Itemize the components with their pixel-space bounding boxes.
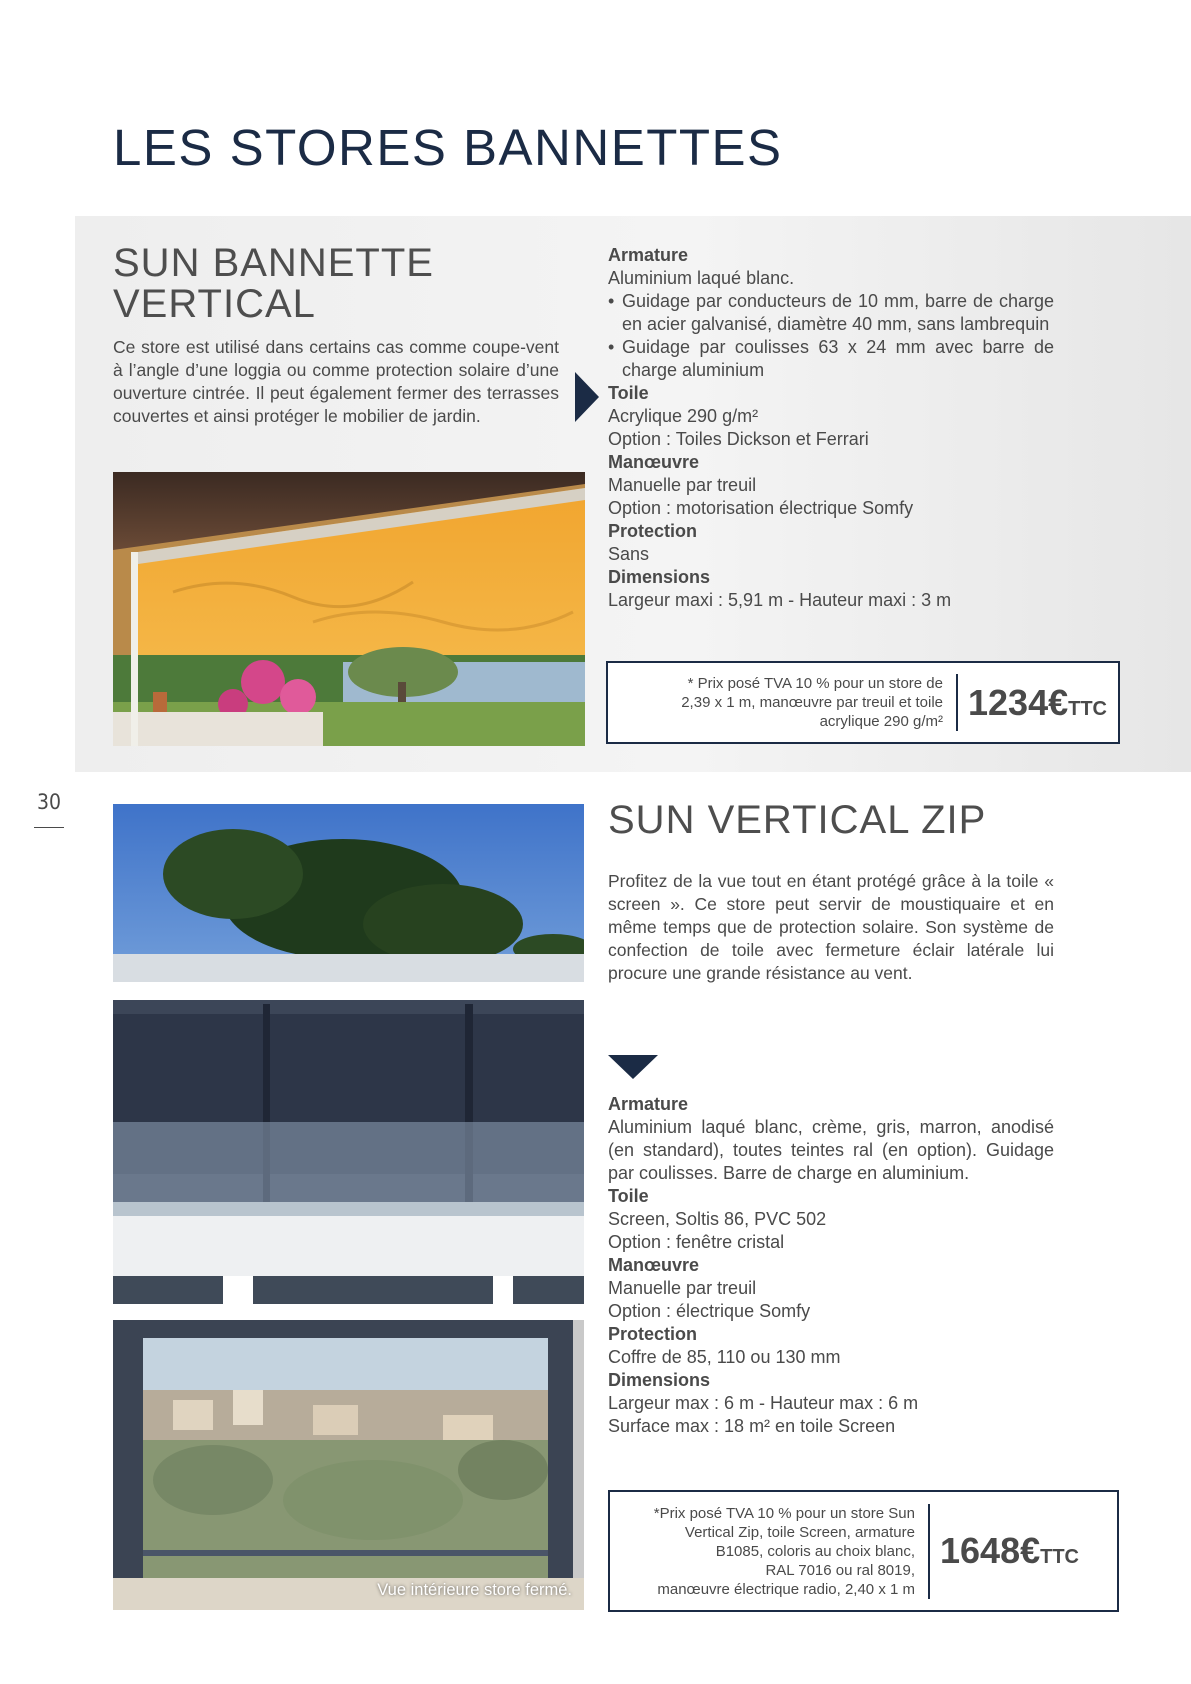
photo-sun-vertical-zip-exterior — [113, 804, 584, 1304]
price-value: 1648€ — [940, 1530, 1041, 1571]
spec-protection-label: Protection — [608, 1324, 698, 1344]
price-value: 1234€ — [968, 681, 1069, 723]
section2-intro: Profitez de la vue tout en étant protégé grâce à la toile « screen ». Ce store peut servir de moustiquaire et en même temps que de protection solaire. Son système de confection de toile avec fermeture éclair latérale lui procure une grande résistance au vent. — [608, 871, 1054, 983]
section1-specs — [608, 244, 1054, 612]
spec-dimensions-line: Largeur maxi : 5,91 m - Hauteur maxi : 3 m — [608, 590, 952, 610]
page-number: 30 — [36, 790, 62, 814]
photo-sun-vertical-zip-interior — [113, 1320, 584, 1610]
page-number-rule — [34, 827, 64, 828]
price-amount — [958, 682, 1107, 724]
spec-manoeuvre-label: Manœuvre — [608, 1255, 700, 1275]
spec-protection-line: Sans — [608, 544, 650, 564]
spec-dimensions-label: Dimensions — [608, 1370, 711, 1390]
price-note-line: * Prix posé TVA 10 % pour un store de — [687, 675, 943, 692]
spec-toile-line: Option : fenêtre cristal — [608, 1232, 785, 1252]
photo-interior-illustration — [113, 1320, 584, 1610]
photo-caption: Vue intérieure store fermé. — [377, 1581, 572, 1599]
photo-sun-bannette-illustration — [113, 472, 585, 746]
section2-title: SUN VERTICAL ZIP — [608, 798, 987, 842]
spec-dimensions-line: Largeur max : 6 m - Hauteur max : 6 m — [608, 1393, 919, 1413]
price-box-sun-bannette — [606, 661, 1120, 744]
price-suffix: TTC — [1068, 697, 1107, 720]
spec-armature-bullet: • Guidage par coulisses 63 x 24 mm avec barre de charge aluminium — [608, 336, 1054, 382]
spec-dimensions-label: Dimensions — [608, 567, 711, 587]
spec-toile-line: Option : Toiles Dickson et Ferrari — [608, 429, 869, 449]
page-title: LES STORES BANNETTES — [113, 119, 783, 176]
spec-armature-line: Aluminium laqué blanc, crème, gris, marron, anodisé (en standard), toutes teintes ral (en option). Guidage par coulisses. Barre de charge en aluminium. — [608, 1117, 1054, 1183]
spec-protection-line: Coffre de 85, 110 ou 130 mm — [608, 1347, 841, 1367]
arrow-down-icon — [608, 1055, 658, 1079]
price-note-line: 2,39 x 1 m, manœuvre par treuil et toile — [681, 694, 943, 711]
section1-title — [113, 243, 573, 325]
price-note-line: *Prix posé TVA 10 % pour un store Sun — [653, 1504, 915, 1522]
spec-toile-label: Toile — [608, 383, 649, 403]
spec-manoeuvre-line: Manuelle par treuil — [608, 475, 757, 495]
spec-manoeuvre-line: Manuelle par treuil — [608, 1278, 757, 1298]
spec-manoeuvre-label: Manœuvre — [608, 452, 700, 472]
photo-sun-bannette — [113, 472, 585, 746]
spec-toile-label: Toile — [608, 1186, 649, 1206]
arrow-right-icon — [575, 372, 599, 422]
spec-manoeuvre-line: Option : électrique Somfy — [608, 1301, 811, 1321]
section2-specs — [608, 1093, 1054, 1438]
spec-toile-line: Screen, Soltis 86, PVC 502 — [608, 1209, 827, 1229]
price-note-line: manœuvre électrique radio, 2,40 x 1 m — [657, 1580, 915, 1598]
spec-protection-label: Protection — [608, 521, 698, 541]
price-note-line: B1085, coloris au choix blanc, — [715, 1542, 915, 1560]
price-note — [618, 674, 958, 731]
section1-title-line1: SUN BANNETTE — [113, 241, 434, 285]
section1-title-line2: VERTICAL — [113, 281, 316, 326]
price-amount — [930, 1530, 1079, 1572]
spec-armature-bullet: • Guidage par conducteurs de 10 mm, barre de charge en acier galvanisé, diamètre 40 mm, sans lambrequin — [608, 290, 1054, 336]
spec-armature-label: Armature — [608, 245, 689, 265]
spec-manoeuvre-line: Option : motorisation électrique Somfy — [608, 498, 914, 518]
price-note-line: Vertical Zip, toile Screen, armature — [684, 1523, 915, 1541]
price-note — [620, 1504, 930, 1599]
section1-intro: Ce store est utilisé dans certains cas comme coupe-vent à l’angle d’une loggia ou comme protection solaire d’une ouverture cintrée. Il peut également fermer des terrasses couvertes et ainsi protéger le mobilier de jardin. — [113, 337, 559, 426]
price-note-line: acrylique 290 g/m² — [819, 713, 943, 730]
photo-exterior-illustration — [113, 804, 584, 1304]
price-box-sun-vertical-zip — [608, 1490, 1119, 1612]
price-suffix: TTC — [1040, 1546, 1079, 1568]
price-note-line: RAL 7016 ou ral 8019, — [765, 1561, 915, 1579]
spec-toile-line: Acrylique 290 g/m² — [608, 406, 759, 426]
spec-armature-label: Armature — [608, 1094, 689, 1114]
spec-armature-line: Aluminium laqué blanc. — [608, 268, 795, 288]
spec-dimensions-line: Surface max : 18 m² en toile Screen — [608, 1416, 896, 1436]
